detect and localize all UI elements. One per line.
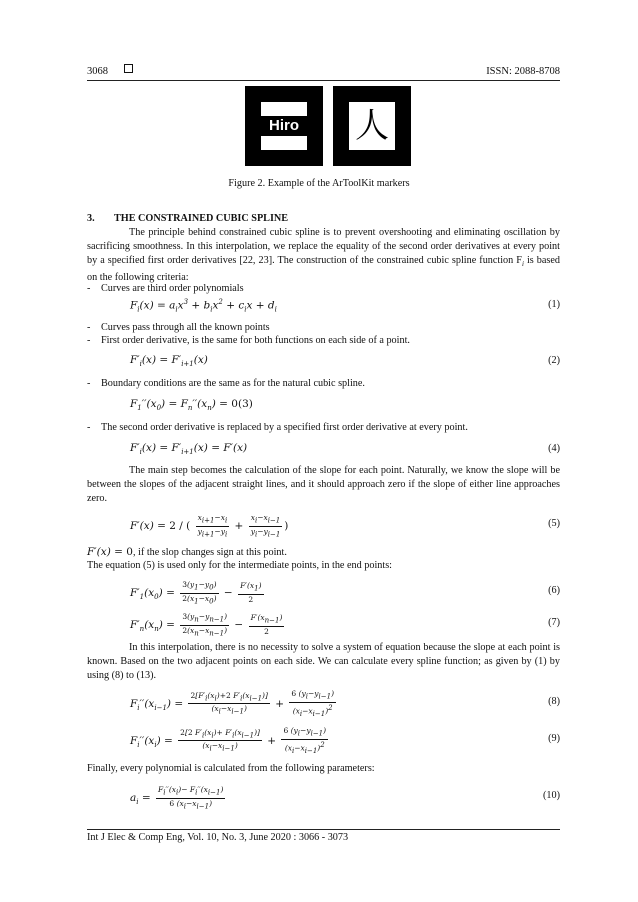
paragraph-1: The principle behind constrained cubic spline is to prevent overshooting and eliminating oscillation by sacrificing smoothness. In this interpolation, we replace the equality of the second order derivatives at every point by a specified first order derivatives [22, 23]. The construction of the constrained cubic spline function $F_i$ is based on the following criteria:: [87, 227, 561, 284]
bullet-5: - The second order derivative is replaced by a specified first order derivative at every point.: [87, 422, 468, 433]
footer-citation: Int J Elec & Comp Eng, Vol. 10, No. 3, June 2020 : 3066 - 3073: [87, 832, 349, 843]
eqnum-2: (2): [548, 355, 560, 366]
figure-caption: Figure 2. Example of the ArToolKit markers: [228, 178, 410, 189]
paragraph-5: In this interpolation, there is no necessity to solve a system of equation because the slope at each point is known. Based on the two adjacent points on each side. We can calculate every spline function; as given by (1) by using (8) to (13).: [87, 642, 560, 682]
page-number: 3068: [87, 66, 108, 77]
issn: ISSN: 2088-8708: [486, 66, 560, 77]
bullet-4: - Boundary conditions are the same as for the natural cubic spline.: [87, 378, 365, 389]
eqnum-5: (5): [548, 518, 560, 529]
eqnum-9: (9): [548, 733, 560, 744]
equation-6: $F'_1(x_0)$ = $\frac{3(y_1-y_0)}{2(x_1-x_0)}$ − $\frac{F'(x_1)}{2}$: [130, 580, 262, 605]
equation-2: $F'_i(x) = F'_{i+1}(x)$: [130, 354, 208, 369]
eqnum-7: (7): [548, 617, 560, 628]
paragraph-3: F′(x) = 0, if the slop changes sign at this point.: [87, 546, 287, 558]
eqnum-1: (1): [548, 299, 560, 310]
equation-7: $F'_n(x_n)$ = $\frac{3(y_n-y_{n-1})}{2(x_n-x_{n-1})}$ − $\frac{F'(x_{n-1})}{2}$: [130, 612, 283, 637]
equation-8: $F_i''(x_{i-1})$ = $\frac{2[F'_i(x_i)+2 F'_i(x_{i-1})]}{(x_i-x_{i-1})}$ + $\frac{6 (y_i-y_{i-1})}{(x_i-x_{i-1})^2}$: [130, 689, 334, 718]
equation-1: $F_i(x) = a_ix^3 + b_ix^2 + c_ix + d_i$: [130, 298, 277, 314]
eqnum-10: (10): [543, 790, 560, 801]
bullet-3: - First order derivative, is the same for both functions on each side of a point.: [87, 335, 410, 346]
section-title: THE CONSTRAINED CUBIC SPLINE: [114, 213, 289, 224]
bullet-1: - Curves are third order polynomials: [87, 283, 244, 294]
eqnum-8: (8): [548, 696, 560, 707]
header-square-icon: [124, 64, 133, 73]
paragraph-4: The equation (5) is used only for the intermediate points, in the end points:: [87, 560, 392, 571]
section-number: 3.: [87, 213, 95, 224]
paragraph-2: The main step becomes the calculation of the slope for each point. Naturally, we know the slope will be between the slopes of the adjacent straight lines, and it should approach zero if the slope of either line approaches zero.: [87, 465, 560, 505]
hiro-label: Hiro: [269, 117, 299, 134]
equation-3: $F_1''(x_0) = F_n''(x_n) = 0(3)$: [130, 398, 253, 413]
hiro-marker: [245, 86, 323, 166]
paragraph-6: Finally, every polynomial is calculated from the following parameters:: [87, 763, 375, 774]
equation-9: $F_i''(x_i)$ = $\frac{2[2 F'_i(x_i)+ F'_i(x_{i-1})]}{(x_i-x_{i-1})}$ + $\frac{6 (y_i-y_{i-1})}{(x_i-x_{i-1})^2}$: [130, 726, 327, 755]
kanji-label: 人: [355, 106, 389, 146]
header-rule: [87, 80, 560, 81]
equation-5: F′(x) = 2 / ( $\frac{x_{i+1}-x_i}{y_{i+1}-y_i}$ + $\frac{x_i-x_{i-1}}{y_i-y_{i-1}}$ ): [130, 513, 289, 538]
eqnum-4: (4): [548, 443, 560, 454]
equation-4: $F'_i(x) = F'_{i+1}(x) = F'(x)$: [130, 442, 248, 457]
equation-10: $a_i$ = $\frac{F_i''(x_i)- F_i''(x_{i-1})}{6 (x_i-x_{i-1})}$: [130, 785, 224, 810]
kanji-marker: [333, 86, 411, 166]
bullet-2: - Curves pass through all the known points: [87, 322, 270, 333]
footer-rule: [87, 829, 560, 830]
eqnum-6: (6): [548, 585, 560, 596]
